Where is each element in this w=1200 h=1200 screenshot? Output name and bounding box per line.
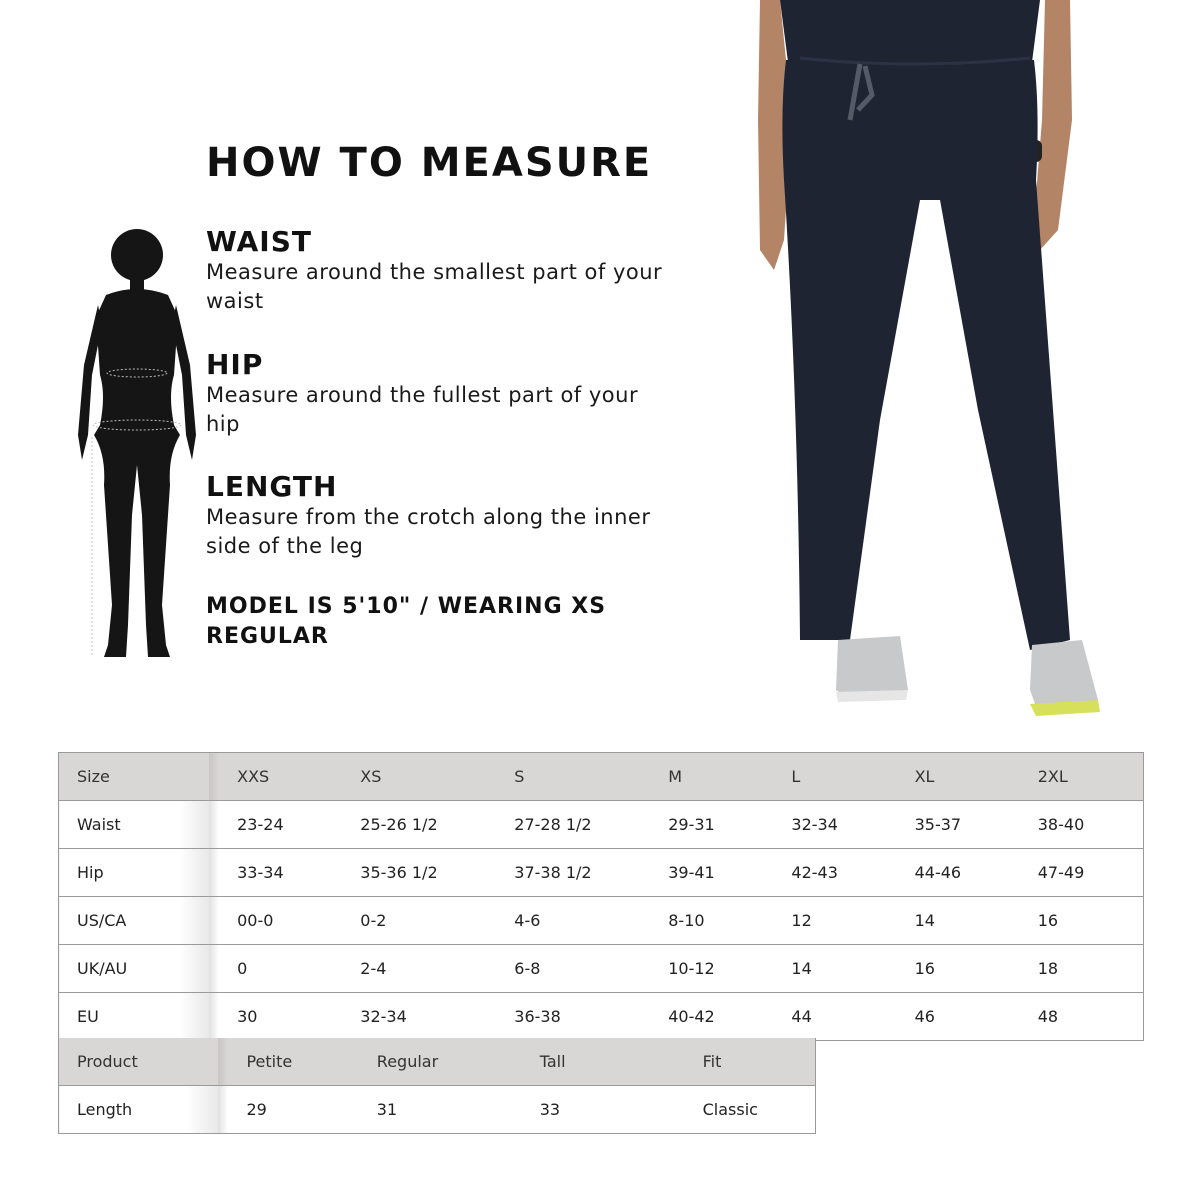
table-cell: 6-8 xyxy=(496,945,650,993)
table-cell: 31 xyxy=(359,1086,522,1134)
table-row xyxy=(59,849,1144,897)
table-cell: 14 xyxy=(773,945,896,993)
right-arm-skin xyxy=(1034,0,1072,250)
model-photo xyxy=(740,0,1120,730)
page-title: HOW TO MEASURE xyxy=(206,140,653,186)
row-label-cell: EU xyxy=(59,993,209,1041)
table-cell: 8-10 xyxy=(650,897,773,945)
table-cell: 18 xyxy=(1020,945,1144,993)
row-label-cell: US/CA xyxy=(59,897,209,945)
table-cell: 0-2 xyxy=(342,897,496,945)
label-divider xyxy=(209,849,219,897)
table-cell: 4-6 xyxy=(496,897,650,945)
table-cell: 35-37 xyxy=(897,801,1020,849)
hip-title: HIP xyxy=(206,348,264,381)
table-cell: 36-38 xyxy=(496,993,650,1041)
table-cell: 23-24 xyxy=(219,801,342,849)
table-cell: 44-46 xyxy=(897,849,1020,897)
row-label-cell: Product xyxy=(59,1038,218,1086)
table-cell: 30 xyxy=(219,993,342,1041)
table-row xyxy=(59,1086,816,1134)
waist-section xyxy=(206,226,706,316)
table-row xyxy=(59,993,1144,1041)
table-cell: 39-41 xyxy=(650,849,773,897)
label-divider xyxy=(218,1038,229,1086)
label-divider xyxy=(209,801,219,849)
table-cell: 27-28 1/2 xyxy=(496,801,650,849)
table-cell: 33 xyxy=(522,1086,685,1134)
table-cell: 16 xyxy=(897,945,1020,993)
model-note: MODEL IS 5'10" / WEARING XS REGULAR xyxy=(206,594,607,649)
table-row xyxy=(59,897,1144,945)
table-cell: 47-49 xyxy=(1020,849,1144,897)
hip-section xyxy=(206,349,706,439)
label-divider xyxy=(209,993,219,1041)
table-cell: XXS xyxy=(219,753,342,801)
table-header-row xyxy=(59,1038,816,1086)
table-cell: Regular xyxy=(359,1038,522,1086)
table-cell: 32-34 xyxy=(342,993,496,1041)
table-cell: Tall xyxy=(522,1038,685,1086)
table-cell: 42-43 xyxy=(773,849,896,897)
label-divider xyxy=(209,945,219,993)
table-cell: Petite xyxy=(228,1038,358,1086)
length-section xyxy=(206,471,706,561)
table-cell: 40-42 xyxy=(650,993,773,1041)
table-cell: XS xyxy=(342,753,496,801)
length-description: Measure from the crotch along the inner side of the leg xyxy=(206,505,651,558)
row-label-cell: Size xyxy=(59,753,209,801)
table-cell: 29-31 xyxy=(650,801,773,849)
label-divider xyxy=(218,1086,229,1134)
table-cell: Classic xyxy=(685,1086,816,1134)
product-length-table xyxy=(58,1038,816,1134)
table-cell: M xyxy=(650,753,773,801)
row-label-cell: Hip xyxy=(59,849,209,897)
table-cell: 0 xyxy=(219,945,342,993)
size-chart-table xyxy=(58,752,1144,1041)
row-label-cell: Length xyxy=(59,1086,218,1134)
table-cell: L xyxy=(773,753,896,801)
table-cell: 37-38 1/2 xyxy=(496,849,650,897)
row-label-cell: Waist xyxy=(59,801,209,849)
table-cell: 33-34 xyxy=(219,849,342,897)
pants-shape xyxy=(782,60,1070,650)
table-cell: 29 xyxy=(228,1086,358,1134)
table-cell: 44 xyxy=(773,993,896,1041)
label-divider xyxy=(209,753,219,801)
row-label-cell: UK/AU xyxy=(59,945,209,993)
table-cell: XL xyxy=(897,753,1020,801)
label-divider xyxy=(209,897,219,945)
table-header-row xyxy=(59,753,1144,801)
waist-title: WAIST xyxy=(206,225,312,258)
body-silhouette-icon xyxy=(70,225,200,665)
table-cell: 35-36 1/2 xyxy=(342,849,496,897)
waist-description: Measure around the smallest part of your waist xyxy=(206,260,663,313)
table-cell: 48 xyxy=(1020,993,1144,1041)
table-cell: 46 xyxy=(897,993,1020,1041)
table-cell: 2XL xyxy=(1020,753,1144,801)
table-cell: 00-0 xyxy=(219,897,342,945)
table-row xyxy=(59,945,1144,993)
table-cell: Fit xyxy=(685,1038,816,1086)
length-title: LENGTH xyxy=(206,470,338,503)
table-cell: 16 xyxy=(1020,897,1144,945)
hip-description: Measure around the fullest part of your hip xyxy=(206,383,639,436)
table-cell: 14 xyxy=(897,897,1020,945)
table-row xyxy=(59,801,1144,849)
table-cell: 12 xyxy=(773,897,896,945)
table-cell: 2-4 xyxy=(342,945,496,993)
table-cell: 38-40 xyxy=(1020,801,1144,849)
table-cell: S xyxy=(496,753,650,801)
table-cell: 25-26 1/2 xyxy=(342,801,496,849)
table-cell: 10-12 xyxy=(650,945,773,993)
table-cell: 32-34 xyxy=(773,801,896,849)
